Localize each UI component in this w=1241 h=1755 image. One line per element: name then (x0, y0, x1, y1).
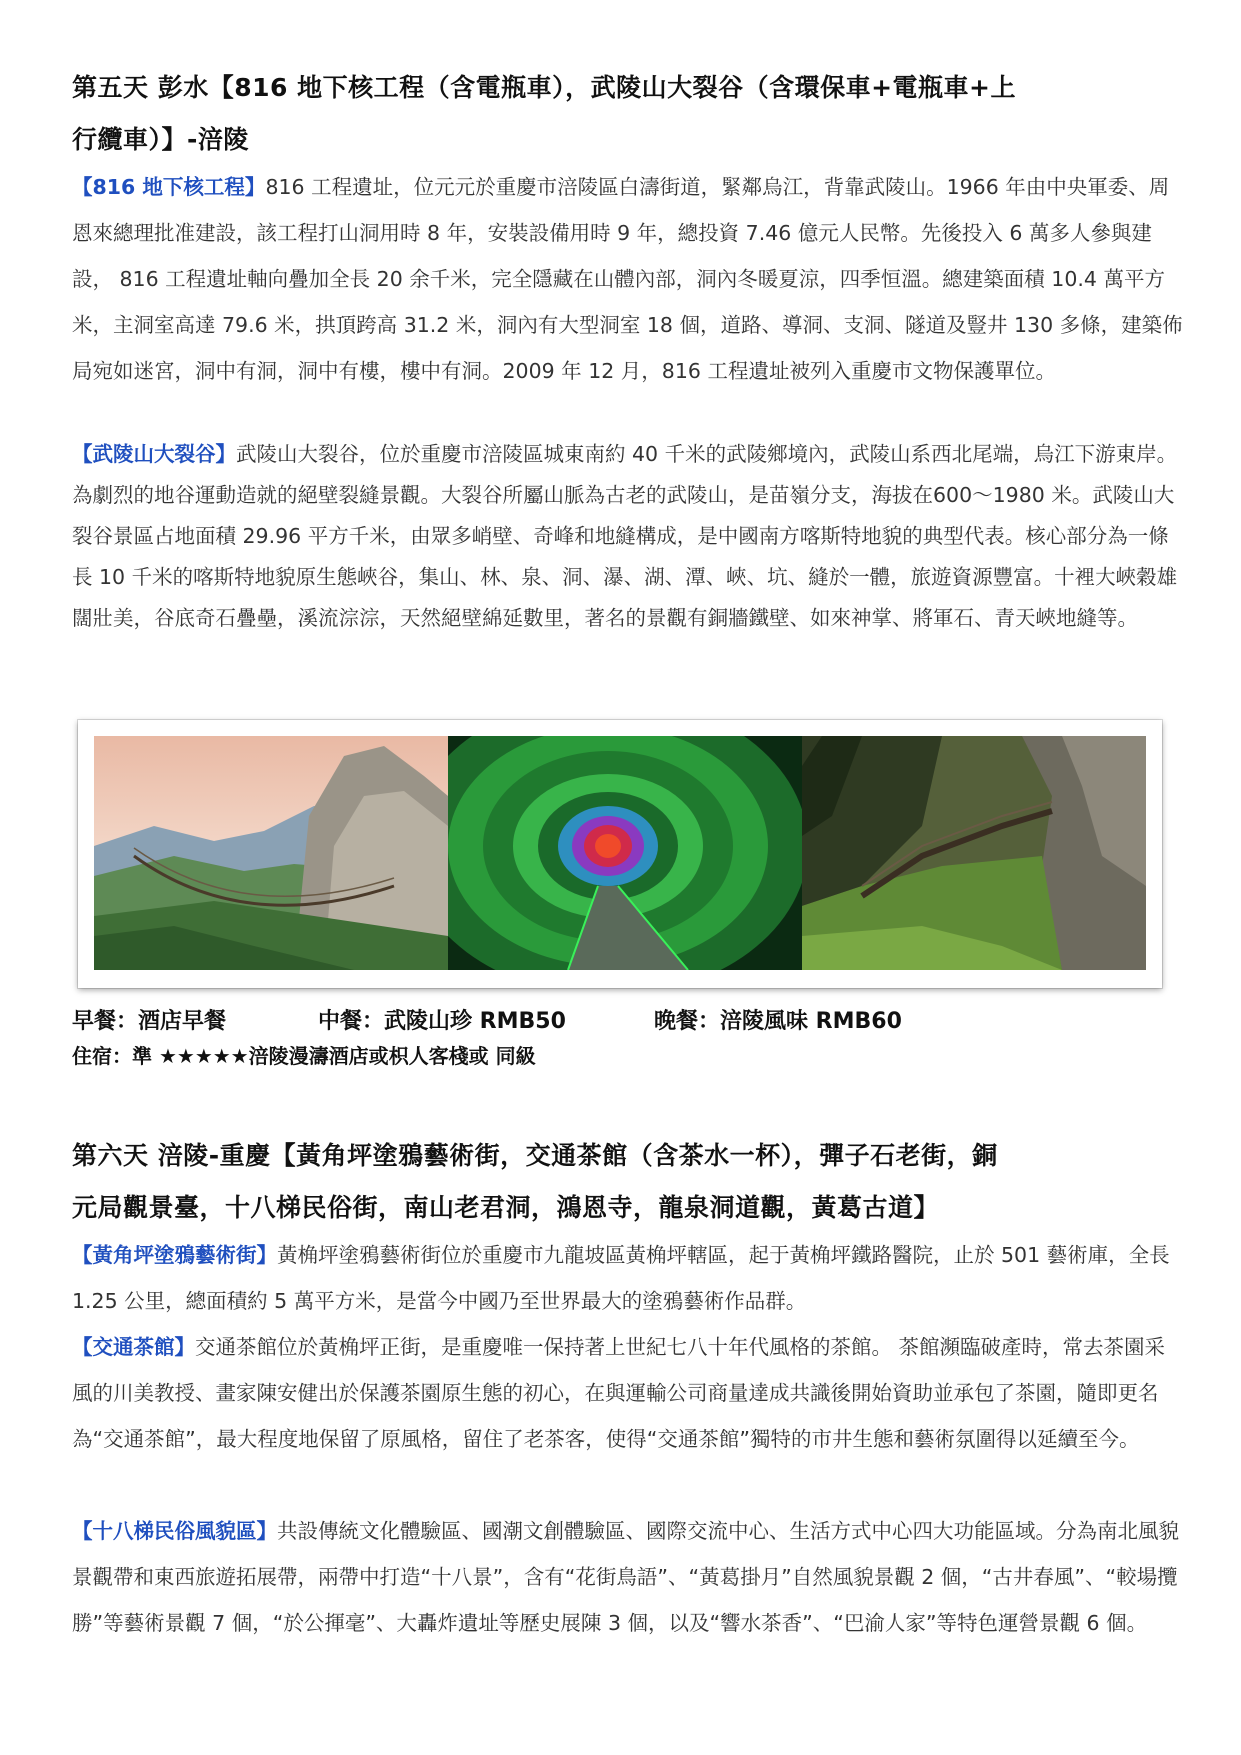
paragraph-text: 黃桷坪塗鴉藝術街位於重慶市九龍坡區黃桷坪轄區，起于黃桷坪鐵路醫院，止於 501 藝術庫，全長 1.25 公里，總面積約 5 萬平方米，是當今中國乃至世界最大的塗鴉藝術作品群。 (72, 1243, 1170, 1313)
lunch-label: 中餐：武陵山珍 RMB50 (318, 1009, 566, 1034)
paragraph-text: 816 工程遺址，位元元於重慶市涪陵區白濤街道，緊鄰烏江，背靠武陵山。1966 年由中央軍委、周恩來總理批准建設，該工程打山洞用時 8 年，安裝設備用時 9 年，總投資 7.46 億元人民幣。先後投入 6 萬多人參與建設， 816 工程遺址軸向疊加全長 20 余千米，完全隱藏在山體內部，洞內冬暖夏涼，四季恒溫。總建築面積 10.4 萬平方米，主洞室高達 79.6 米，拱頂跨高 31.2 米，洞內有大型洞室 18 個，道路、導洞、支洞、隧道及豎井 130 多條，建築佈局宛如迷宮，洞中有洞，洞中有樓，樓中有洞。2009 年 12 月，816 工程遺址被列入重慶市文物保護單位。 (72, 175, 1183, 383)
day6-title (72, 1130, 1172, 1234)
keyword-816-project: 【816 地下核工程】 (72, 175, 266, 199)
day6-title-line1: 第六天 涪陵-重慶【黃角坪塗鴉藝術街，交通茶館（含茶水一杯），彈子石老街，銅 (72, 1141, 998, 1170)
paragraph-text: 交通茶館位於黃桷坪正街，是重慶唯一保持著上世紀七八十年代風格的茶館。 茶館瀕臨破產時，常去茶園采風的川美教授、畫家陳安健出於保護茶園原生態的初心，在與運輸公司商量達成共識後開始資助並承包了茶園，隨即更名為“交通茶館”，最大程度地保留了原風格，留住了老茶客，使得“交通茶館”獨特的市井生態和藝術氛圍得以延續至今。 (72, 1335, 1166, 1451)
paragraph-text: 武陵山大裂谷，位於重慶市涪陵區城東南約 40 千米的武陵鄉境內，武陵山系西北尾端，烏江下游東岸。為劇烈的地谷運動造就的絕壁裂縫景觀。大裂谷所屬山脈為古老的武陵山，是苗嶺分支，海拔在600～1980 米。武陵山大裂谷景區占地面積 29.96 平方千米，由眾多峭壁、奇峰和地縫構成，是中國南方喀斯特地貌的典型代表。核心部分為一條長 10 千米的喀斯特地貌原生態峽谷，集山、林、泉、洞、瀑、湖、潭、峽、坑、縫於一體，旅遊資源豐富。十裡大峽穀雄闊壯美，谷底奇石疊壘，溪流淙淙，天然絕壁綿延數里，著名的景觀有銅牆鐵壁、如來神掌、將軍石、青天峽地縫等。 (72, 442, 1178, 630)
day5-meals-hotel (72, 1004, 1172, 1074)
keyword-wuling-canyon: 【武陵山大裂谷】 (72, 442, 236, 466)
day6-title-line2: 元局觀景臺，十八梯民俗街，南山老君洞，鴻恩寺，龍泉洞道觀，黃葛古道】 (72, 1193, 940, 1222)
day5-paragraph-wuling (72, 434, 1184, 639)
keyword-traffic-teahouse: 【交通茶館】 (72, 1335, 195, 1359)
breakfast-label: 早餐：酒店早餐 (72, 1009, 227, 1034)
dinner-label: 晚餐：涪陵風味 RMB60 (654, 1009, 902, 1034)
day6-paragraph-shibati (72, 1508, 1184, 1646)
day6-paragraph-teahouse (72, 1324, 1184, 1462)
day5-paragraph-816 (72, 164, 1184, 394)
paragraph-text: 共設傳統文化體驗區、國潮文創體驗區、國際交流中心、生活方式中心四大功能區域。分為南北風貌景觀帶和東西旅遊拓展帶，兩帶中打造“十八景”，含有“花街鳥語”、“黃葛掛月”自然風貌景觀 2 個，“古井春風”、“較場攬勝”等藝術景觀 7 個，“於公揮毫”、大轟炸遺址等歷史展陳 3 個，以及“響水茶香”、“巴渝人家”等特色運營景觀 6 個。 (72, 1519, 1179, 1635)
keyword-graffiti-street: 【黃角坪塗鴉藝術街】 (72, 1243, 277, 1267)
mountain-bridge-photo (94, 736, 448, 970)
photo-strip (78, 720, 1162, 988)
green-tunnel-photo (448, 736, 802, 970)
day5-title-line2: 行纜車）】-涪陵 (72, 125, 249, 154)
keyword-shibati: 【十八梯民俗風貌區】 (72, 1519, 277, 1543)
day5-title-line1: 第五天 彭水【816 地下核工程（含電瓶車），武陵山大裂谷（含環保車+電瓶車+上 (72, 73, 1016, 102)
day5-title (72, 62, 1172, 166)
hotel-label: 住宿：準 ★★★★★涪陵漫濤酒店或枳人客棧或 同級 (72, 1044, 536, 1068)
meals-row (72, 1004, 1172, 1039)
day6-paragraph-graffiti (72, 1232, 1184, 1324)
canyon-walkway-photo (802, 736, 1146, 970)
